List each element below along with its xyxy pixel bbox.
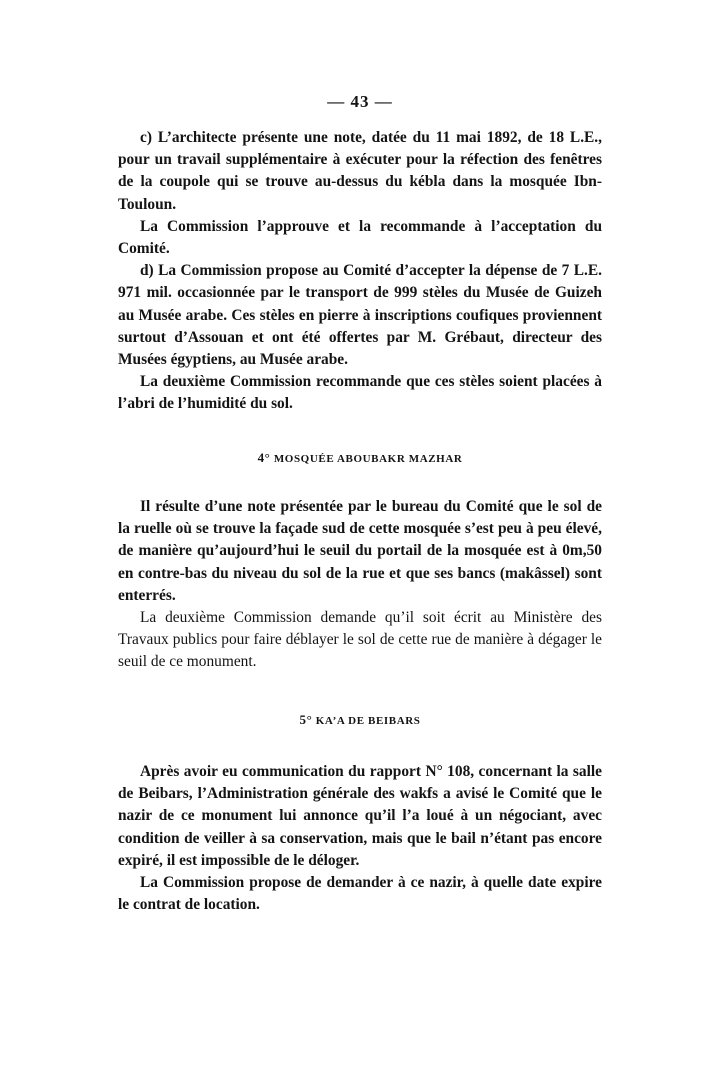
paragraph-mosque-note: Il résulte d’une note présentée par le bureau du Comité que le sol de la ruelle où se trouve la façade sud de cette mosquée s’est peu à peu élevé, de manière qu’aujourd’hui le seuil du portail de la mosquée est à 0m,50 en contre-bas du niveau du sol de la rue et que ses bancs (makâssel) sont enterrés. — [118, 498, 602, 604]
section-heading-5 — [0, 712, 720, 728]
section-title-5: KA’A DE BEIBARS — [315, 715, 421, 727]
paragraph-c: c) L’architecte présente une note, datée du 11 mai 1892, de 18 L.E., pour un travail supplémentaire à exécuter pour la réfection des fenêtres de la coupole qui se trouve au-dessus du kébla dans la mosquée Ibn-Touloun. — [118, 129, 602, 213]
section-title-4: MOSQUÉE ABOUBAKR MAZHAR — [273, 453, 463, 465]
paragraph-beibars-report: Après avoir eu communication du rapport N° 108, concernant la salle de Beibars, l’Administration générale des wakfs a avisé le Comité que le nazir de ce monument lui annonce qu’il l’a loué à un négociant, avec condition de veiller à sa conservation, mais que le bail n’étant pas encore expiré, il est impossible de le déloger. — [118, 763, 602, 869]
text-block-section-5 — [118, 761, 602, 916]
text-block-section-4 — [118, 496, 602, 674]
paragraph-mosque-request: La deuxième Commission demande qu’il soit écrit au Ministère des Travaux publics pour faire déblayer le sol de cette rue de manière à dégager le seuil de ce monument. — [118, 609, 602, 671]
paragraph-approval: La Commission l’approuve et la recommande à l’acceptation du Comité. — [118, 217, 602, 258]
paragraph-beibars-proposal: La Commission propose de demander à ce nazir, à quelle date expire le contrat de location. — [118, 874, 602, 914]
text-block-intro — [118, 127, 602, 416]
section-number-4: 4° — [257, 450, 271, 465]
paragraph-recommendation: La deuxième Commission recommande que ces stèles soient placées à l’abri de l’humidité du sol. — [118, 373, 602, 413]
section-heading-4 — [0, 450, 720, 466]
paragraph-d: d) La Commission propose au Comité d’accepter la dépense de 7 L.E. 971 mil. occasionnée par le transport de 999 stèles du Musée de Guizeh au Musée arabe. Ces stèles en pierre à inscriptions coufiques proviennent surtout d’Assouan et ont été offertes par M. Grébaut, directeur des Musées égyptiens, au Musée arabe. — [118, 262, 602, 369]
page-number: — 43 — — [327, 92, 393, 111]
section-number-5: 5° — [299, 712, 313, 727]
